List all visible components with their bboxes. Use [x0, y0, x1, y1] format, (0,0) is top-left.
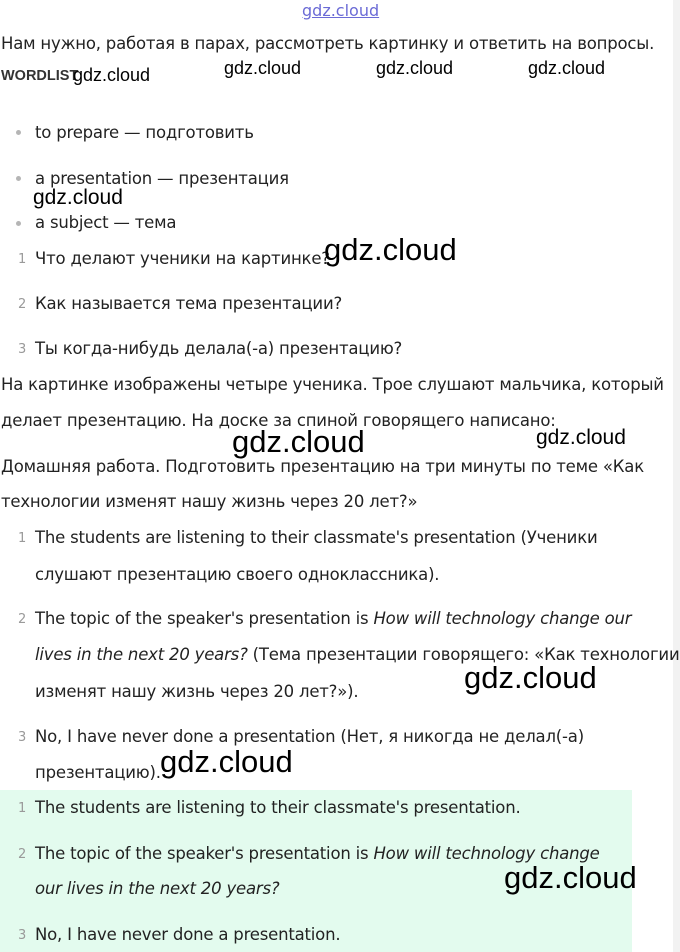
list-number: 3: [18, 928, 27, 943]
list-number: 1: [18, 252, 27, 267]
list-number: 3: [18, 730, 27, 745]
watermark-link[interactable]: gdz.cloud: [302, 1, 380, 20]
answer-line: The students are listening to their classmate's presentation (Ученики: [35, 528, 598, 547]
short-answer: The students are listening to their classmate's presentation.: [35, 798, 521, 817]
watermark: gdz.cloud: [504, 860, 637, 895]
answer-line: The topic of the speaker's presentation is How will technology change our: [35, 609, 632, 628]
watermark: gdz.cloud: [160, 744, 293, 779]
watermark: gdz.cloud: [33, 186, 123, 209]
list-number: 2: [18, 612, 27, 627]
watermark: gdz.cloud: [536, 426, 626, 449]
list-number: 2: [18, 297, 27, 312]
watermark: gdz.cloud: [224, 58, 302, 78]
short-answer: The topic of the speaker's presentation is How will technology change: [35, 844, 600, 863]
wordlist-item: to prepare — подготовить: [35, 123, 254, 142]
short-answer: our lives in the next 20 years?: [35, 879, 280, 898]
watermark: gdz.cloud: [528, 58, 606, 78]
list-number: 1: [18, 801, 27, 816]
watermark: gdz.cloud: [464, 660, 597, 695]
wordlist-heading: WORDLIST: [1, 68, 79, 84]
question-item: Что делают ученики на картинке?: [35, 249, 330, 268]
watermark: gdz.cloud: [324, 232, 457, 267]
answer-line: изменят нашу жизнь через 20 лет?»).: [35, 682, 359, 701]
wordlist-item: a presentation — презентация: [35, 169, 289, 188]
bullet-icon: [16, 176, 21, 181]
answer-line: презентацию).: [35, 763, 161, 782]
description-line: На картинке изображены четыре ученика. Трое слушают мальчика, который: [1, 375, 664, 394]
wordlist-item: a subject — тема: [35, 213, 177, 232]
description-line: делает презентацию. На доске за спиной говорящего написано:: [1, 411, 556, 430]
bullet-icon: [16, 221, 21, 226]
description-line: Домашняя работа. Подготовить презентацию на три минуты по теме «Как: [1, 457, 644, 476]
answer-line: No, I have never done a presentation (Нет, я никогда не делал(-а): [35, 727, 584, 746]
list-number: 1: [18, 531, 27, 546]
scroll-track[interactable]: [673, 0, 680, 952]
list-number: 2: [18, 847, 27, 862]
question-item: Ты когда-нибудь делала(-а) презентацию?: [35, 339, 403, 358]
watermark: gdz.cloud: [376, 58, 454, 78]
short-answer: No, I have never done a presentation.: [35, 925, 341, 944]
description-line: технологии изменят нашу жизнь через 20 лет?»: [1, 492, 418, 511]
intro-text: Нам нужно, работая в парах, рассмотреть картинку и ответить на вопросы.: [1, 34, 655, 53]
bullet-icon: [16, 130, 21, 135]
question-item: Как называется тема презентации?: [35, 294, 343, 313]
list-number: 3: [18, 342, 27, 357]
answer-line: lives in the next 20 years? (Тема презентации говорящего: «Как технологии: [35, 645, 680, 664]
watermark: gdz.cloud: [73, 65, 151, 85]
watermark: gdz.cloud: [232, 424, 365, 459]
answer-line: слушают презентацию своего одноклассника).: [35, 565, 440, 584]
